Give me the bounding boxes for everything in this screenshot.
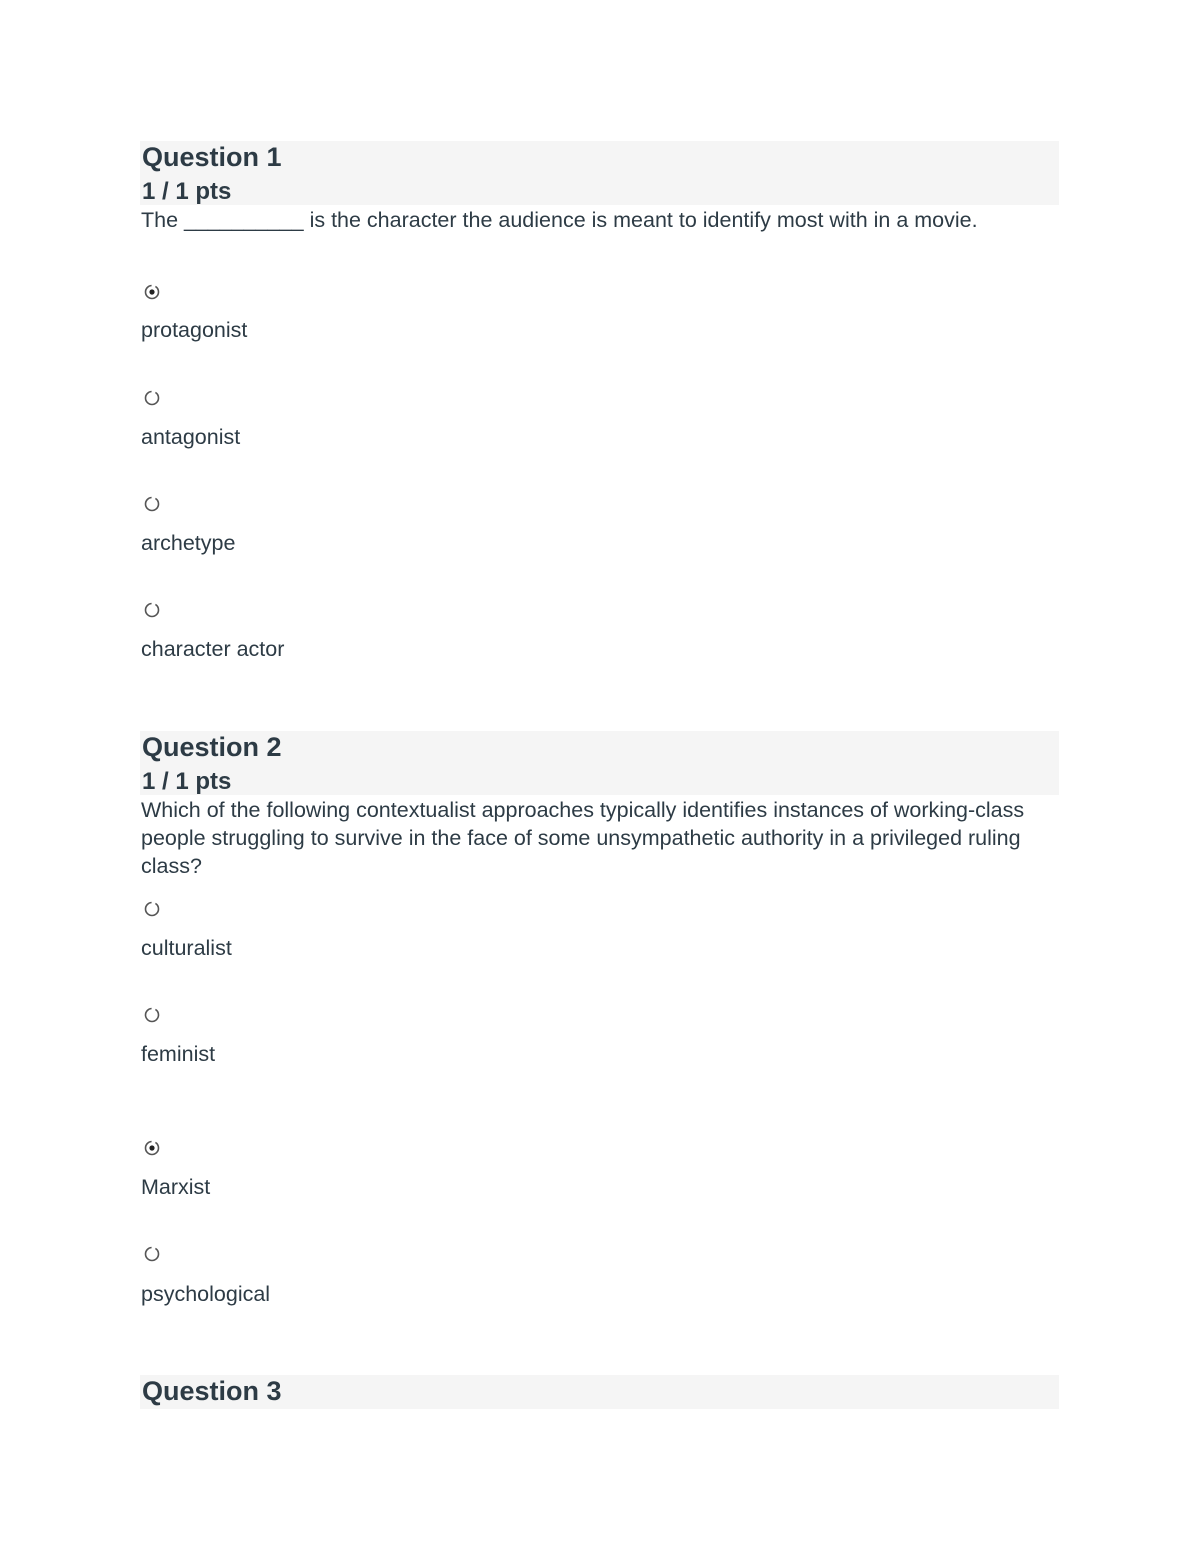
answer-label: feminist [141, 1042, 216, 1066]
radio-button-icon[interactable] [144, 1246, 160, 1262]
question-2-header [140, 731, 1059, 795]
radio-button-icon[interactable] [144, 1007, 160, 1023]
radio-button-selected-icon[interactable] [144, 1140, 160, 1156]
question-1-title: Question 1 [142, 142, 282, 172]
answer-label: protagonist [141, 318, 248, 342]
radio-button-selected-icon[interactable] [144, 284, 160, 300]
radio-button-icon[interactable] [144, 901, 160, 917]
radio-button-icon[interactable] [144, 602, 160, 618]
answer-label: character actor [141, 637, 285, 661]
question-1-text: The __________ is the character the audience is meant to identify most with in a movie. [141, 208, 978, 232]
answer-label: culturalist [141, 936, 232, 960]
answer-label: psychological [141, 1282, 271, 1306]
answer-label: Marxist [141, 1175, 211, 1199]
question-2-points: 1 / 1 pts [142, 768, 232, 795]
question-2-title: Question 2 [142, 732, 282, 762]
answer-label: archetype [141, 531, 236, 555]
question-2-text: Which of the following contextualist approaches typically identifies instances of working-class people struggling to survive in the face of some unsympathetic authority in a privileged ruling class? [141, 798, 1025, 878]
radio-button-icon[interactable] [144, 496, 160, 512]
radio-button-icon[interactable] [144, 390, 160, 406]
question-1-header [140, 141, 1059, 205]
answer-label: antagonist [141, 425, 241, 449]
question-1-points: 1 / 1 pts [142, 178, 232, 205]
question-3-header [140, 1375, 1059, 1409]
question-3-title: Question 3 [142, 1376, 282, 1406]
